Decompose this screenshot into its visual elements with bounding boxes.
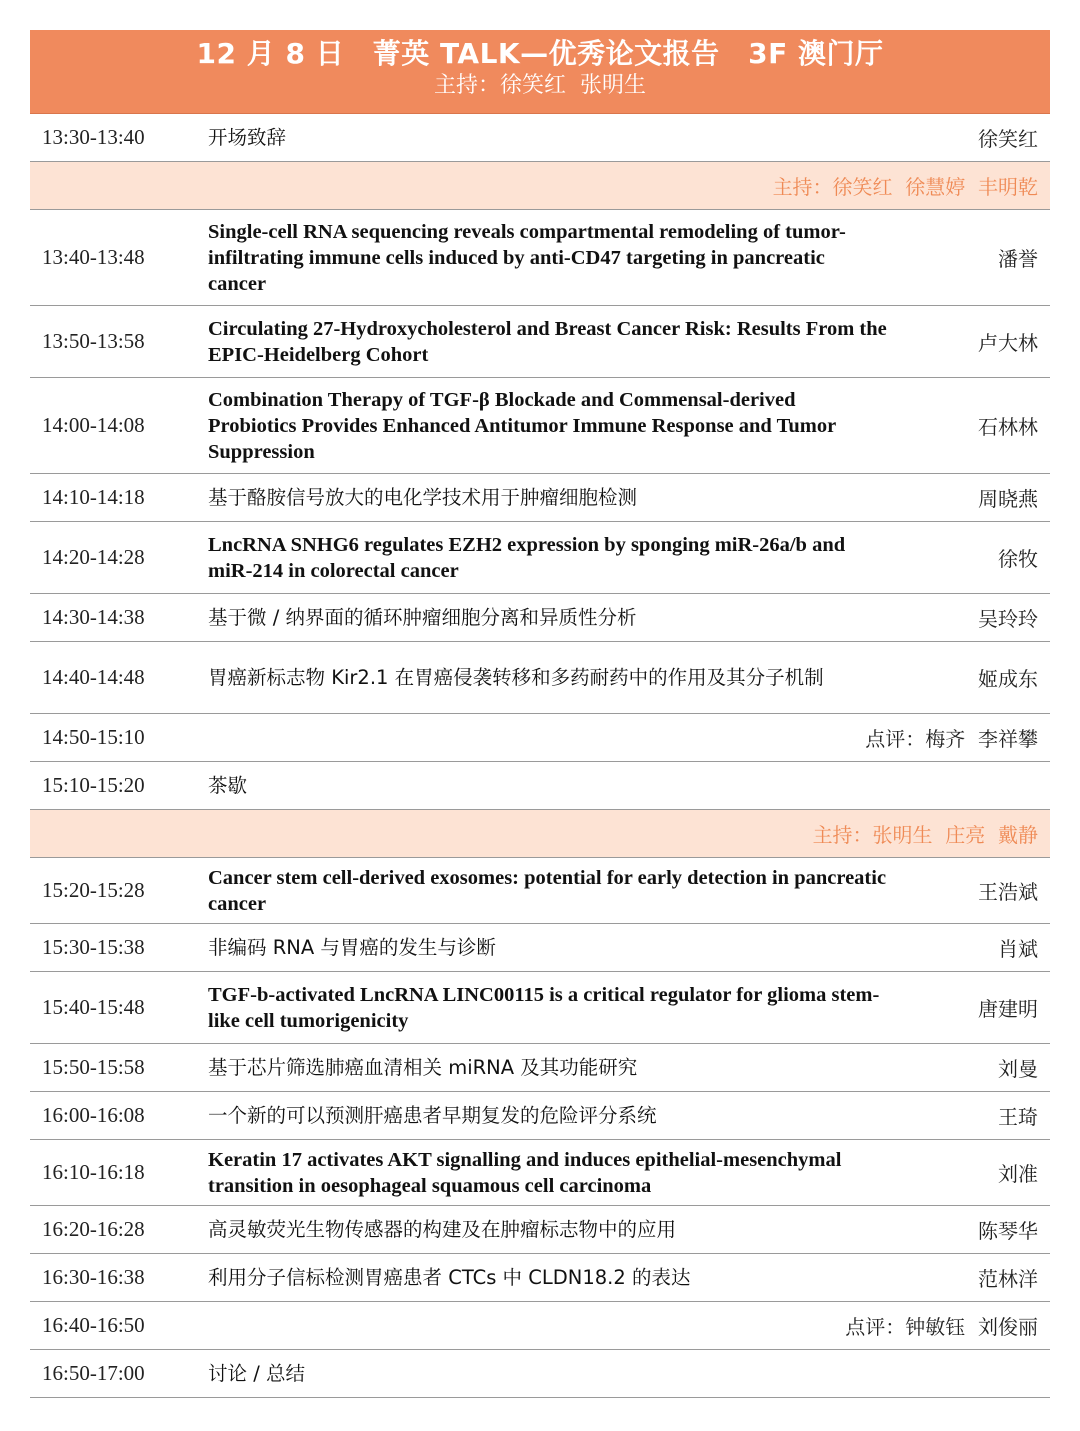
time-slot: 15:50-15:58 <box>42 1055 145 1079</box>
speaker-name: 卢大林 <box>978 331 1038 355</box>
speaker-name: 刘准 <box>998 1162 1038 1186</box>
talk-cell <box>208 306 888 377</box>
schedule-row <box>30 972 1050 1044</box>
speaker-name: 陈琴华 <box>978 1219 1038 1243</box>
time-slot: 16:00-16:08 <box>42 1103 145 1127</box>
schedule-row <box>30 594 1050 642</box>
talk-cell <box>208 858 888 923</box>
talk-title: Circulating 27-Hydroxycholesterol and Breast Cancer Risk: Results From the EPIC-Heidelberg Cohort <box>208 317 887 366</box>
schedule-row <box>30 1254 1050 1302</box>
speaker-name: 吴玲玲 <box>978 607 1038 631</box>
speaker-name: 石林林 <box>978 415 1038 439</box>
schedule-row <box>30 1044 1050 1092</box>
talk-cell <box>208 1254 888 1301</box>
talk-title: 一个新的可以预测肝癌患者早期复发的危险评分系统 <box>208 1103 657 1127</box>
time-slot: 13:50-13:58 <box>42 329 145 353</box>
talk-cell <box>208 210 888 305</box>
talk-cell <box>208 522 888 593</box>
talk-title: TGF-b-activated LncRNA LINC00115 is a critical regulator for glioma stem-like cell tumorigenicity <box>208 983 880 1032</box>
time-slot: 13:40-13:48 <box>42 245 145 269</box>
schedule-row <box>30 1092 1050 1140</box>
time-slot: 16:30-16:38 <box>42 1265 145 1289</box>
schedule-row <box>30 378 1050 474</box>
time-slot: 14:20-14:28 <box>42 545 145 569</box>
session-host: 主持：徐笑红 张明生 <box>434 73 646 98</box>
schedule-row <box>30 306 1050 378</box>
talk-cell <box>208 924 888 971</box>
talk-title: 非编码 RNA 与胃癌的发生与诊断 <box>208 935 496 959</box>
talk-title: 基于芯片筛选肺癌血清相关 miRNA 及其功能研究 <box>208 1055 638 1079</box>
schedule-row <box>30 474 1050 522</box>
schedule-row <box>30 114 1050 162</box>
time-slot: 15:40-15:48 <box>42 995 145 1019</box>
chair-names: 主持：徐笑红 徐慧婷 丰明乾 <box>772 175 1038 199</box>
time-slot: 15:20-15:28 <box>42 878 145 902</box>
talk-cell <box>208 1350 888 1397</box>
session-title: 12 月 8 日 菁英 TALK—优秀论文报告 3F 澳门厅 <box>196 37 884 70</box>
talk-cell <box>208 1044 888 1091</box>
time-slot: 14:30-14:38 <box>42 605 145 629</box>
talk-cell <box>208 1302 888 1349</box>
schedule-row <box>30 1206 1050 1254</box>
time-slot: 14:50-15:10 <box>42 725 145 749</box>
speaker-name: 徐牧 <box>998 547 1038 571</box>
talk-cell <box>208 114 888 161</box>
time-slot: 13:30-13:40 <box>42 125 145 149</box>
schedule-row <box>30 210 1050 306</box>
time-slot: 14:00-14:08 <box>42 413 145 437</box>
talk-title: 开场致辞 <box>208 125 287 149</box>
talk-title: 基于微 / 纳界面的循环肿瘤细胞分离和异质性分析 <box>208 605 637 629</box>
time-slot: 16:50-17:00 <box>42 1361 145 1385</box>
speaker-name: 姬成东 <box>978 667 1038 691</box>
talk-title: 利用分子信标检测胃癌患者 CTCs 中 CLDN18.2 的表达 <box>208 1265 691 1289</box>
schedule-row <box>30 762 1050 810</box>
schedule-row <box>30 1350 1050 1398</box>
talk-cell <box>208 474 888 521</box>
chair-row <box>30 810 1050 858</box>
time-slot: 16:40-16:50 <box>42 1313 145 1337</box>
talk-cell <box>208 642 888 713</box>
talk-cell <box>208 762 888 809</box>
speaker-name: 徐笑红 <box>978 127 1038 151</box>
talk-title: 茶歇 <box>208 773 248 797</box>
schedule-row <box>30 522 1050 594</box>
schedule-row <box>30 642 1050 714</box>
speaker-name: 王琦 <box>998 1105 1038 1129</box>
speaker-name: 范林洋 <box>978 1267 1038 1291</box>
speaker-name: 周晓燕 <box>978 487 1038 511</box>
speaker-name: 点评：梅齐 李祥攀 <box>865 727 1038 751</box>
schedule-row <box>30 858 1050 924</box>
talk-title: Keratin 17 activates AKT signalling and induces epithelial-mesenchymal transition in oesophageal squamous cell carcinoma <box>208 1148 842 1197</box>
talk-cell <box>208 714 888 761</box>
schedule-row <box>30 924 1050 972</box>
speaker-name: 唐建明 <box>978 997 1038 1021</box>
time-slot: 15:10-15:20 <box>42 773 145 797</box>
talk-title: 基于酪胺信号放大的电化学技术用于肿瘤细胞检测 <box>208 485 638 509</box>
schedule-row <box>30 714 1050 762</box>
talk-title: LncRNA SNHG6 regulates EZH2 expression by sponging miR-26a/b and miR-214 in colorectal cancer <box>208 533 846 582</box>
time-slot: 14:10-14:18 <box>42 485 145 509</box>
talk-cell <box>208 378 888 473</box>
talk-cell <box>208 1140 888 1205</box>
talk-cell <box>208 810 888 857</box>
speaker-name: 肖斌 <box>998 937 1038 961</box>
schedule-row <box>30 1140 1050 1206</box>
talk-cell <box>208 972 888 1043</box>
speaker-name: 王浩斌 <box>978 880 1038 904</box>
talk-title: Single-cell RNA sequencing reveals compartmental remodeling of tumor-infiltrating immune cells induced by anti-CD47 targeting in pancreatic cancer <box>208 220 846 295</box>
session-header <box>30 30 1050 114</box>
speaker-name: 潘誉 <box>998 247 1038 271</box>
time-slot: 15:30-15:38 <box>42 935 145 959</box>
time-slot: 16:20-16:28 <box>42 1217 145 1241</box>
time-slot: 14:40-14:48 <box>42 665 145 689</box>
schedule-row <box>30 1302 1050 1350</box>
schedule-table <box>30 114 1050 1398</box>
talk-cell <box>208 594 888 641</box>
talk-title: Combination Therapy of TGF-β Blockade and Commensal-derived Probiotics Provides Enhanced Antitumor Immune Response and Tumor Suppression <box>208 388 836 463</box>
talk-cell <box>208 1206 888 1253</box>
talk-title: 胃癌新标志物 Kir2.1 在胃癌侵袭转移和多药耐药中的作用及其分子机制 <box>208 665 824 689</box>
talk-title: 高灵敏荧光生物传感器的构建及在肿瘤标志物中的应用 <box>208 1217 677 1241</box>
talk-title: Cancer stem cell-derived exosomes: potential for early detection in pancreatic cancer <box>208 866 887 915</box>
talk-title: 讨论 / 总结 <box>208 1361 305 1385</box>
talk-cell <box>208 1092 888 1139</box>
time-slot: 16:10-16:18 <box>42 1160 145 1184</box>
speaker-name: 点评：钟敏钰 刘俊丽 <box>845 1315 1038 1339</box>
chair-row <box>30 162 1050 210</box>
speaker-name: 刘曼 <box>998 1057 1038 1081</box>
chair-names: 主持：张明生 庄亮 戴静 <box>812 823 1038 847</box>
